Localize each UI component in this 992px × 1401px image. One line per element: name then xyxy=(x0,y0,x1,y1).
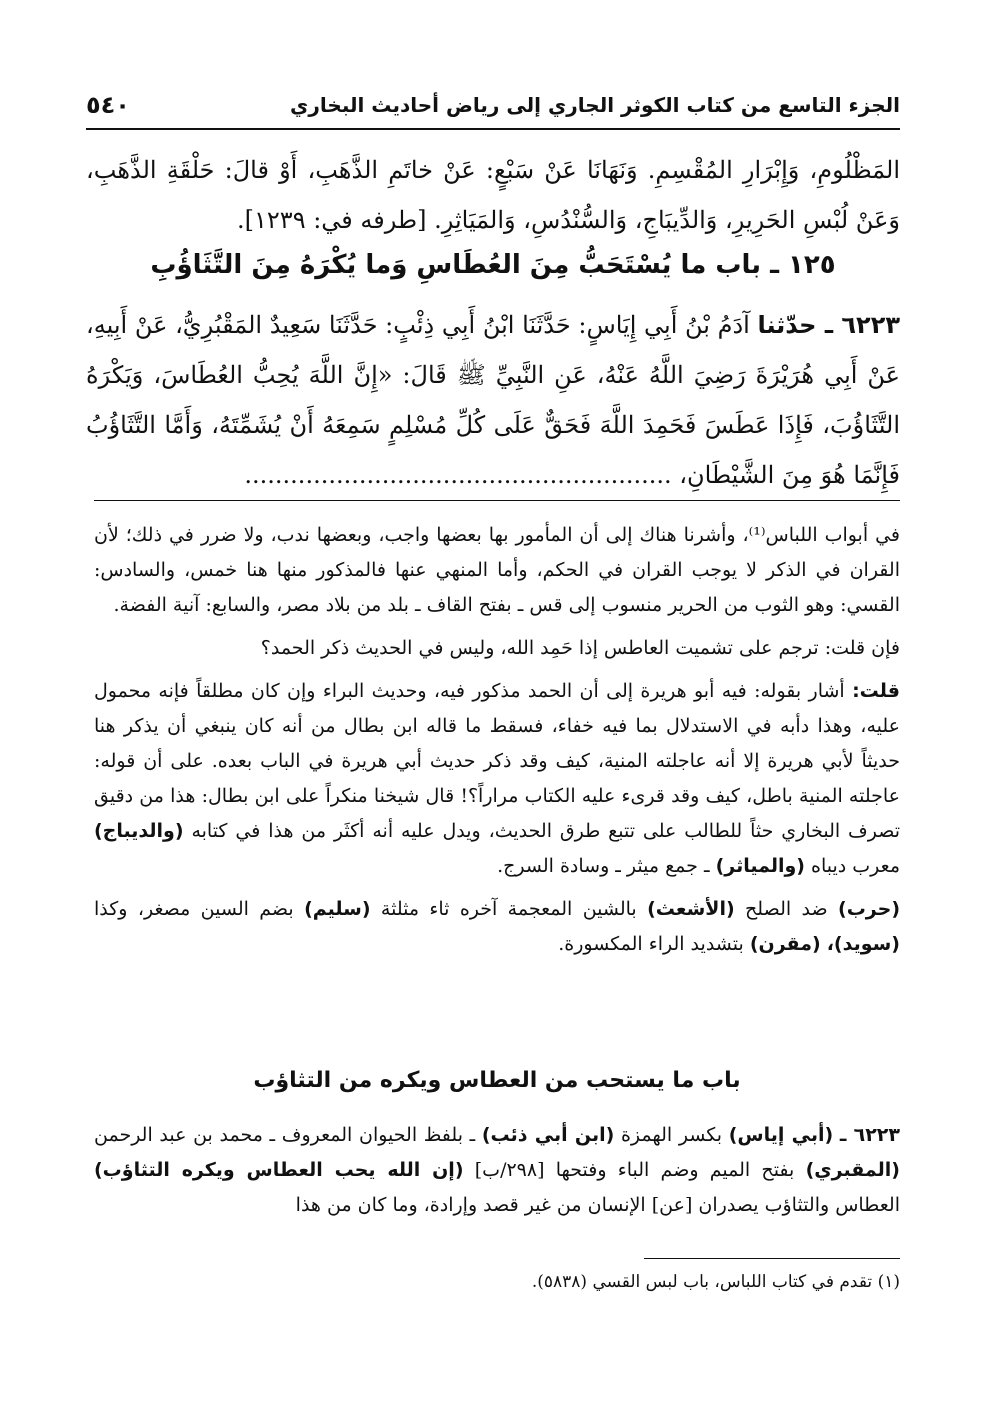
commentary-p4-t4: بتشديد الراء المكسورة. xyxy=(558,933,744,955)
commentary-p3-end: ـ جمع ميثر ـ وسادة السرج. xyxy=(497,855,710,877)
term-hadith-quote: (إن الله يحب العطاس ويكره التثاؤب) xyxy=(94,1159,464,1181)
hadith-continuation: ........................................................ xyxy=(244,461,672,489)
qultu-label: قلت: xyxy=(852,680,900,702)
term-ibn-abi-dhib: (ابن أبي ذئب) xyxy=(481,1124,615,1146)
commentary2-t4: العطاس والتثاؤب يصدران [عن] الإنسان من غير قصد وإرادة، وما كان من هذا xyxy=(295,1194,900,1216)
footnote-text: تقدم في كتاب اللباس، باب لبس القسي (٥٨٣٨). xyxy=(531,1272,873,1292)
term-mayathir: (والمياثر) xyxy=(715,855,805,877)
footnote-rule xyxy=(644,1258,900,1259)
footnote xyxy=(94,1272,900,1292)
commentary-p3-mid: معرب ديباه xyxy=(811,855,900,877)
commentary-p4-t3: بضم السين مصغر، وكذا xyxy=(94,898,294,920)
commentary2-t2: ـ بلفظ الحيوان المعروف ـ محمد بن عبد الرحمن xyxy=(94,1124,476,1146)
commentary-p4-t1: ضد الصلح xyxy=(745,898,828,920)
chapter-title: ١٢٥ ـ باب ما يُسْتَحَبُّ مِنَ العُطَاسِ وَما يُكْرَهُ مِنَ التَّثَاؤُبِ xyxy=(150,250,836,280)
term-suwayd: (سويد)، xyxy=(826,933,900,955)
commentary-p3-text: أشار بقوله: فيه أبو هريرة إلى أن الحمد مذكور فيه، وحديث البراء وإن كان مطلقاً فإنه محمول عليه، وهذا دأبه في الاستدلال بما فيه خفاء، فسقط ما قاله ابن بطال من أنه كان ينبغي أن يذكر هنا حديثاً لأبي هريرة إلا أنه عاجلته المنية، كيف وقد ذكر حديث أبي هريرة في الباب بعده. على أن قوله: عاجلته المنية باطل، كيف وقد قرىء عليه الكتاب مراراً؟! قال شيخنا منكراً على ابن بطال: هذا من دقيق تصرف البخاري حثاً للطالب على تتبع طرق الحديث، ويدل عليه أنه أكثَر من هذا في كتابه xyxy=(94,680,900,842)
hadith-number: ٦٢٢٣ ـ حدّثنا xyxy=(757,311,900,339)
term-ashath: (الأشعث) xyxy=(647,898,735,920)
commentary-paragraph-1: في أبواب اللباس⁽¹⁾، وأشرنا هناك إلى أن المأمور بها بعضها واجب، وبعضها ندب، ولا ضرر في ذلك؛ لأن القران في الذكر لا يوجب القران في الحكم، وأما المنهي عنها فالمذكور منها هنا خمس، والسادس: القسي: وهو الثوب من الحرير منسوب إلى قس ـ بفتح القاف ـ بلد من بلاد مصر، والسابع: آنية الفضة. xyxy=(94,524,900,616)
running-header xyxy=(86,82,900,130)
hadith-previous-paragraph: المَظْلُومِ، وَإِبْرَارِ المُقْسِمِ. وَنَهَانَا عَنْ سَبْعٍ: عَنْ خاتَمِ الذَّهَبِ، أَوْ قالَ: حَلْقَةِ الذَّهَبِ، وَعَنْ لُبْسِ الحَرِيرِ، وَالدِّيبَاجِ، وَالسُّنْدُسِ، وَالمَيَاثِرِ. [طرفه في: ١٢٣٩]. xyxy=(86,156,900,234)
term-sulaym: (سليم) xyxy=(304,898,371,920)
commentary-paragraph-2: فإن قلت: ترجم على تشميت العاطس إذا حَمِد الله، وليس في الحديث ذكر الحمد؟ xyxy=(260,637,900,659)
header-title: الجزء التاسع من كتاب الكوثر الجاري إلى رياض أحاديث البخاري xyxy=(290,93,900,117)
commentary-p4-t2: بالشين المعجمة آخره ثاء مثلثة xyxy=(380,898,637,920)
commentary-block xyxy=(94,518,900,970)
commentary2-number: ٦٢٢٣ ـ xyxy=(839,1124,900,1146)
commentary-block-2 xyxy=(94,1118,900,1231)
text-divider xyxy=(94,500,900,501)
hadith-block xyxy=(86,300,900,500)
hadith-paragraph xyxy=(86,300,900,500)
commentary2-t1: بكسر الهمزة xyxy=(620,1124,723,1146)
term-abi-iyas: (أبي إياس) xyxy=(728,1124,834,1146)
hadith-text: آدَمُ بْنُ أَبِي إِيَاسٍ: حَدَّثَنَا ابْنُ أَبِي ذِئْبٍ: حَدَّثَنَا سَعِيدٌ المَقْبُرِيُّ، عَنْ أَبِيهِ، عَنْ أَبِي هُرَيْرَةَ رَضِيَ اللَّهُ عَنْهُ، عَنِ النَّبِيِّ ﷺ قَالَ: «إِنَّ اللَّهَ يُحِبُّ العُطَاسَ، وَيَكْرَهُ التَّثَاؤُبَ، فَإِذَا عَطَسَ فَحَمِدَ اللَّهَ فَحَقٌّ عَلَى كُلِّ مُسْلِمٍ سَمِعَهُ أَنْ يُشَمِّتَهُ، وَأَمَّا التَّثَاؤُبُ فَإِنَّمَا هُوَ مِنَ الشَّيْطَانِ، xyxy=(86,311,900,489)
footnote-mark: (١) xyxy=(877,1272,900,1292)
term-muqarrin: (مقرن) xyxy=(749,933,821,955)
commentary-paragraph-3 xyxy=(94,674,900,884)
commentary-paragraph-4 xyxy=(94,892,900,962)
page-number: ٥٤٠ xyxy=(86,91,130,119)
term-dibaj: (والديباج) xyxy=(94,820,184,842)
sub-chapter-title: باب ما يستحب من العطاس ويكره من التثاؤب xyxy=(253,1068,741,1093)
commentary2-t3: بفتح الميم وضم الباء وفتحها [٢٩٨/ب] xyxy=(474,1159,795,1181)
commentary2-paragraph xyxy=(94,1118,900,1223)
term-harb: (حرب) xyxy=(838,898,901,920)
term-maqburi: (المقبري) xyxy=(805,1159,900,1181)
hadith-previous-text xyxy=(86,145,900,245)
